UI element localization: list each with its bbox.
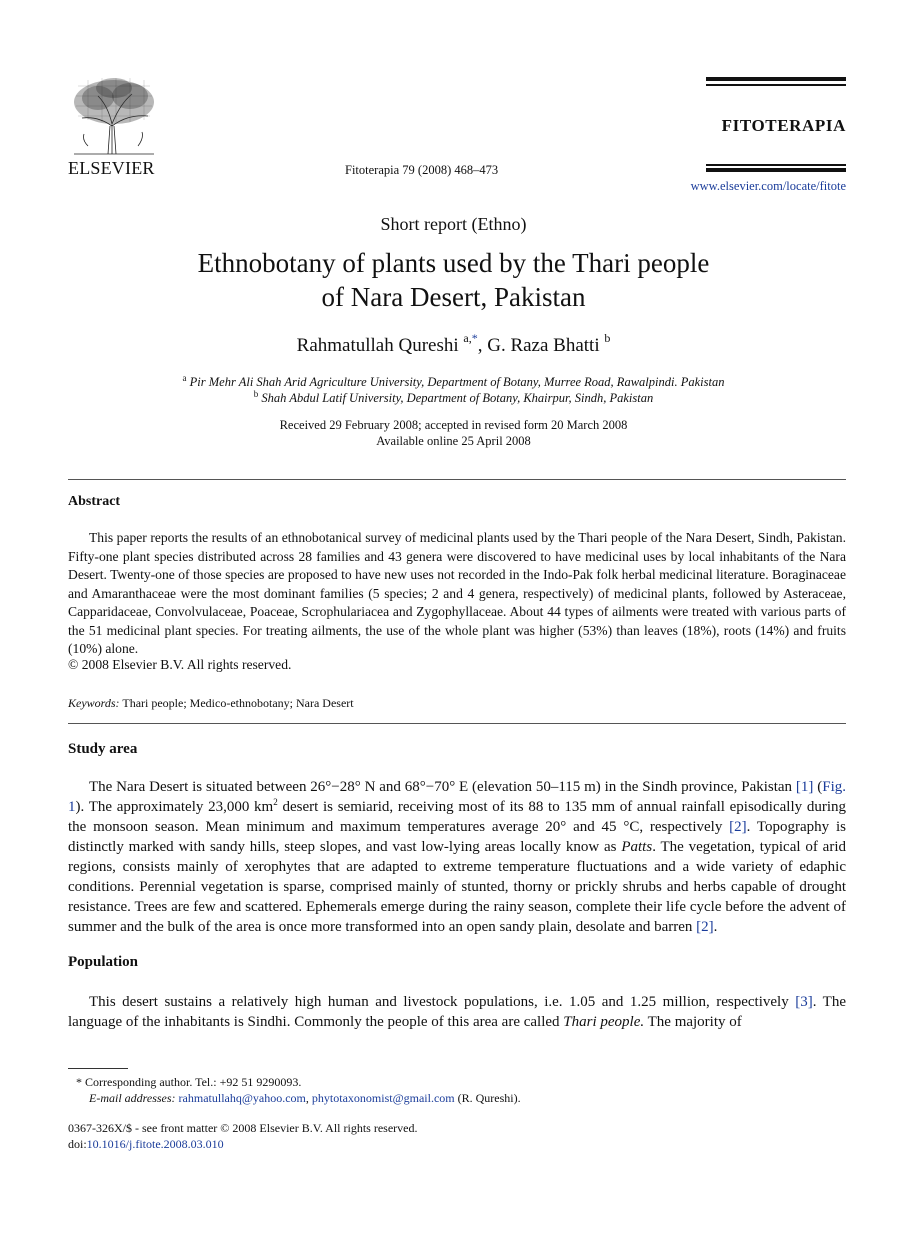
email-link[interactable]: phytotaxonomist@gmail.com	[311, 1091, 455, 1105]
article-title	[0, 246, 907, 314]
italic-term: Thari people.	[563, 1014, 645, 1030]
reference-link[interactable]: [1]	[795, 779, 814, 795]
title-line: Ethnobotany of plants used by the Thari people	[197, 248, 710, 278]
footnote-rule	[68, 1068, 128, 1069]
italic-term: Patts	[621, 839, 653, 855]
doi-note	[68, 1137, 224, 1152]
article-type: Short report (Ethno)	[380, 214, 527, 234]
affiliation-b	[0, 388, 907, 406]
text-run: ). The approximately 23,000 km	[75, 799, 274, 815]
email-note	[89, 1091, 521, 1106]
text-run: (	[813, 779, 823, 795]
corresponding-author-note	[68, 1075, 301, 1090]
population-text	[68, 992, 846, 1032]
reference-link[interactable]: [2]	[729, 819, 747, 835]
email-label: E-mail addresses:	[89, 1091, 176, 1105]
section-heading-population: Population	[68, 954, 139, 970]
footnote-text: Corresponding author. Tel.: +92 51 9290093.	[85, 1075, 302, 1089]
keywords-list: Thari people; Medico-ethnobotany; Nara Desert	[122, 696, 354, 710]
issn-note: 0367-326X/$ - see front matter © 2008 Elsevier B.V. All rights reserved.	[68, 1121, 418, 1135]
keywords-label: Keywords:	[68, 696, 120, 710]
abstract-body	[68, 529, 846, 659]
received-date: Received 29 February 2008; accepted in revised form 20 March 2008	[279, 418, 628, 432]
section-heading-study-area: Study area	[68, 741, 138, 757]
text-run: desert is semiarid, receiving most of its 88 to 135 mm of annual rainfall episodically during the monsoon season. Mean minimum and maximum temperatures average 20° and 45 °C, respectively	[68, 799, 847, 835]
text-run: (R. Qureshi).	[454, 1091, 521, 1105]
text-run: . The vegetation, typical of arid regions, consists mainly of xerophytes that are adapted to extreme temperature fluctuations and a wide variety of edaphic conditions. Perennial vegetation is sparse, comprised mainly of stunted, thorny or prickly shrubs and herbs capable of drought resistance. Trees are few and scattered. Ephemerals emerge during the rainy season, complete their life cycle before the advent of summer and the bulk of the area is once more transformed into an open sandy plain, desolate and barren	[68, 839, 846, 935]
doi-link[interactable]: 10.1016/j.fitote.2008.03.010	[86, 1137, 224, 1151]
header-rule	[706, 168, 846, 172]
reference-link[interactable]: [2]	[696, 919, 714, 935]
abstract-copyright: © 2008 Elsevier B.V. All rights reserved.	[68, 657, 292, 672]
affiliation-a	[0, 372, 907, 390]
superscript: 2	[273, 797, 278, 807]
abstract-heading: Abstract	[68, 494, 121, 509]
doi-label: doi:	[68, 1137, 87, 1151]
affil-marker: a	[182, 372, 187, 383]
author-separator: ,	[477, 335, 488, 356]
text-run: The Nara Desert is situated between 26°−28° N and 68°−70° E (elevation 50–115 m) in the Sindh province, Pakistan	[89, 779, 796, 795]
text-run: This desert sustains a relatively high human and livestock populations, i.e. 1.05 and 1.25 million, respectively	[89, 994, 796, 1010]
text-run: . Topography is distinctly marked with sandy hills, steep slopes, and vast low-lying areas locally know as	[68, 819, 846, 855]
header-rule	[706, 84, 846, 86]
author-list	[0, 330, 907, 357]
author-name: Rahmatullah Qureshi	[296, 335, 459, 356]
affil-text: Pir Mehr Ali Shah Arid Agriculture University, Department of Botany, Murree Road, Rawalpindi. Pakistan	[189, 375, 725, 389]
publisher-name: ELSEVIER	[68, 158, 155, 178]
header-rule	[706, 77, 846, 81]
author-affil-marker: a,	[463, 330, 472, 345]
text-run: ,	[305, 1091, 312, 1105]
journal-name: FITOTERAPIA	[721, 116, 846, 135]
abstract-text: This paper reports the results of an ethnobotanical survey of medicinal plants used by the Thari people of the Nara Desert, Sindh, Pakistan. Fifty-one plant species distributed across 28 families and 43 genera were discovered to have medicinal uses by local inhabitants of the Nara Desert. Twenty-one of those species are proposed to have new uses not recorded in the Indo-Pak folk herbal medicinal literature. Boraginaceae and Amaranthaceae were the most dominant families (5 species; 2 and 4 genera, respectively) of medicinal plants, followed by Asteraceae, Capparidaceae, Convolvulaceae, Poaceae, Scrophulariacea and Zygophyllaceae. About 44 types of ailments were treated with various parts of the 51 medicinal plant species. For treating ailments, the use of the whole plant was higher (53%) than leaves (18%), roots (14%) and fruits (10%) alone.	[68, 530, 846, 656]
corresponding-author-link[interactable]: *	[471, 330, 478, 345]
online-date: Available online 25 April 2008	[376, 434, 531, 448]
affil-marker: b	[253, 388, 259, 399]
title-line: of Nara Desert, Pakistan	[321, 282, 586, 312]
divider	[68, 723, 846, 724]
text-run: . The language of the inhabitants is Sindhi. Commonly the people of this area are called	[68, 994, 846, 1030]
reference-link[interactable]: [3]	[795, 994, 813, 1010]
journal-url-link[interactable]: www.elsevier.com/locate/fitote	[690, 179, 846, 193]
author-affil-marker: b	[604, 330, 611, 345]
header-rule	[706, 164, 846, 166]
affil-text: Shah Abdul Latif University, Department of Botany, Khairpur, Sindh, Pakistan	[261, 391, 654, 405]
footnote-marker: *	[76, 1075, 82, 1089]
text-run: .	[713, 919, 718, 935]
divider	[68, 479, 846, 480]
study-area-text	[68, 777, 846, 937]
journal-citation: Fitoterapia 79 (2008) 468–473	[345, 163, 499, 177]
keywords	[68, 696, 354, 711]
author-name: G. Raza Bhatti	[487, 335, 600, 356]
figure-link[interactable]: Fig. 1	[68, 779, 846, 815]
text-run: The majority of	[644, 1014, 742, 1030]
email-link[interactable]: rahmatullahq@yahoo.com	[178, 1091, 306, 1105]
